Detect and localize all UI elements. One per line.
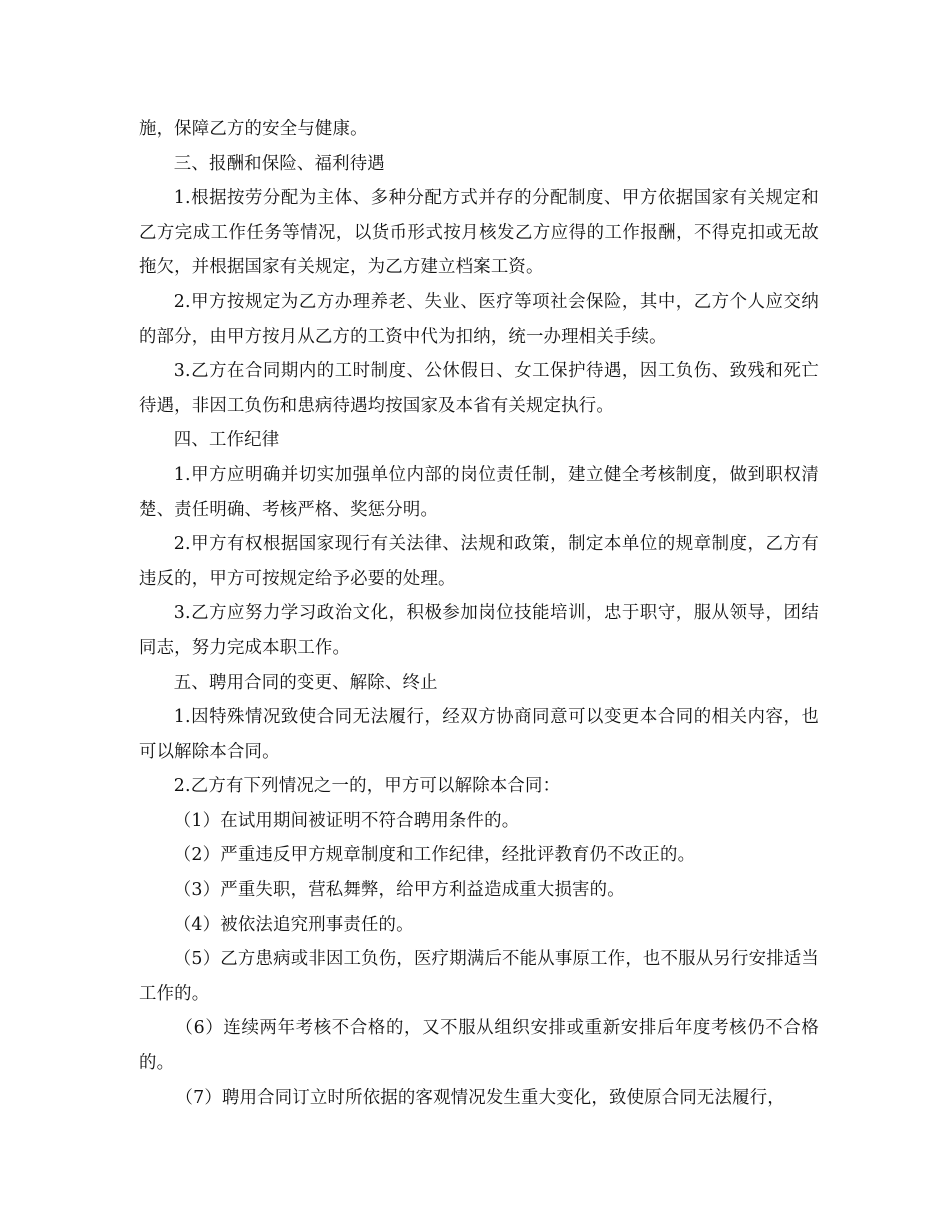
clause-paragraph: 3.乙方应努力学习政治文化，积极参加岗位技能培训，忠于职守，服从领导，团结同志，努力完成本职工作。 bbox=[139, 603, 819, 658]
clause-paragraph: 1.因特殊情况致使合同无法履行，经双方协商同意可以变更本合同的相关内容，也可以解除本合同。 bbox=[139, 707, 819, 762]
sub-clause-item: （3）严重失职，营私舞弊，给甲方利益造成重大损害的。 bbox=[173, 880, 625, 901]
document-body bbox=[139, 112, 819, 1115]
section-heading-discipline: 四、工作纪律 bbox=[173, 430, 280, 451]
clause-paragraph: 2.甲方有权根据国家现行有关法律、法规和政策，制定本单位的规章制度，乙方有违反的，甲方可按规定给予必要的处理。 bbox=[139, 534, 819, 589]
clause-paragraph: 1.根据按劳分配为主体、多种分配方式并存的分配制度、甲方依据国家有关规定和乙方完成工作任务等情况，以货币形式按月核发乙方应得的工作报酬，不得克扣或无故拖欠，并根据国家有关规定，为乙方建立档案工资。 bbox=[139, 188, 819, 278]
sub-clause-item: （2）严重违反甲方规章制度和工作纪律，经批评教育仍不改正的。 bbox=[173, 845, 696, 866]
clause-paragraph: 2.甲方按规定为乙方办理养老、失业、医疗等项社会保险，其中，乙方个人应交纳的部分，由甲方按月从乙方的工资中代为扣纳，统一办理相关手续。 bbox=[139, 291, 819, 347]
section-heading-compensation: 三、报酬和保险、福利待遇 bbox=[173, 153, 385, 174]
clause-paragraph: 1.甲方应明确并切实加强单位内部的岗位责任制，建立健全考核制度，做到职权清楚、责任明确、考核严格、奖惩分明。 bbox=[139, 464, 819, 520]
sub-clause-item: （1）在试用期间被证明不符合聘用条件的。 bbox=[173, 810, 520, 831]
sub-clause-item: （4）被依法追究刑事责任的。 bbox=[173, 914, 414, 935]
clause-paragraph: 3.乙方在合同期内的工时制度、公休假日、女工保护待遇，因工负伤、致残和死亡待遇，非因工负伤和患病待遇均按国家及本省有关规定执行。 bbox=[139, 361, 819, 416]
section-heading-termination: 五、聘用合同的变更、解除、终止 bbox=[173, 672, 438, 693]
sub-clause-item: （7）聘用合同订立时所依据的客观情况发生重大变化，致使原合同无法履行， bbox=[175, 1087, 785, 1108]
sub-clause-item: （6）连续两年考核不合格的，又不服从组织安排或重新安排后年度考核仍不合格的。 bbox=[139, 1018, 819, 1074]
sub-clause-item: （5）乙方患病或非因工负伤，医疗期满后不能从事原工作，也不服从另行安排适当工作的。 bbox=[139, 949, 819, 1004]
paragraph-continuation: 施，保障乙方的安全与健康。 bbox=[139, 119, 368, 139]
clause-paragraph: 2.乙方有下列情况之一的，甲方可以解除本合同： bbox=[173, 776, 561, 797]
